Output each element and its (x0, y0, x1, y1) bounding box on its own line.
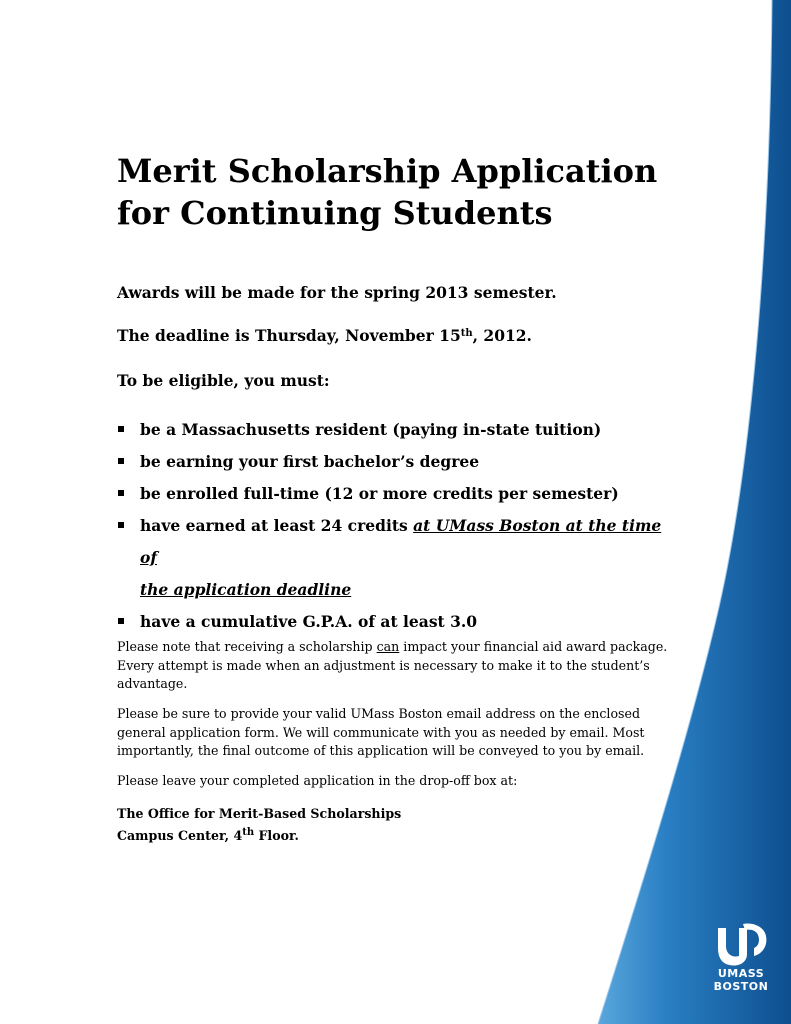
requirement-text: have earned at least 24 credits (140, 516, 414, 535)
list-item (117, 510, 677, 606)
financial-aid-note (117, 638, 677, 694)
list-item (117, 478, 677, 510)
logo-text-boston: BOSTON (713, 980, 769, 993)
list-item (117, 446, 677, 478)
office-floor: Floor. (254, 828, 299, 843)
requirement-emphasis: at UMass Boston at the time of (140, 516, 662, 567)
awards-statement: Awards will be made for the spring 2013 semester. (117, 283, 557, 302)
note-text-continued: impact your financial aid award package. Every attempt is made when an adjustment is necessary to make it to the student’s advantage. (117, 639, 668, 691)
requirement-text: be a Massachusetts resident (paying in-state tuition) (140, 420, 602, 439)
square-bullet-icon (118, 490, 124, 496)
floor-ordinal: th (242, 827, 255, 838)
deadline-statement (117, 326, 532, 345)
square-bullet-icon (118, 426, 124, 432)
square-bullet-icon (118, 618, 124, 624)
deadline-ordinal: th (460, 328, 473, 339)
note-underlined-word: can (376, 639, 400, 654)
list-item (117, 606, 677, 638)
deadline-text: The deadline is Thursday, November 15 (117, 326, 461, 345)
title-line-1: Merit Scholarship Application (117, 152, 658, 190)
page-title (117, 150, 677, 234)
logo-text-umass: UMASS (717, 967, 765, 980)
requirement-text: be enrolled full-time (12 or more credits per semester) (140, 484, 619, 503)
requirement-emphasis-continued: the application deadline (140, 580, 352, 599)
dropoff-note: Please leave your completed application in the drop-off box at: (117, 773, 518, 788)
requirement-text: be earning your first bachelor’s degree (140, 452, 480, 471)
email-note: Please be sure to provide your valid UMass Boston email address on the enclosed general application form. We will communicate with you as needed by email. Most importantly, the final outcome of this application will be conveyed to you by email. (117, 706, 645, 758)
requirements-list (117, 414, 677, 638)
eligibility-heading: To be eligible, you must: (117, 371, 330, 390)
requirement-text: have a cumulative G.P.A. of at least 3.0 (140, 612, 478, 631)
square-bullet-icon (118, 522, 124, 528)
square-bullet-icon (118, 458, 124, 464)
list-item (117, 414, 677, 446)
title-line-2: for Continuing Students (117, 194, 553, 232)
office-name: The Office for Merit-Based Scholarships (117, 806, 402, 821)
office-address (117, 804, 401, 845)
deadline-year: , 2012. (472, 326, 532, 345)
office-location: Campus Center, 4 (117, 828, 243, 843)
note-text: Please note that receiving a scholarship (117, 639, 377, 654)
